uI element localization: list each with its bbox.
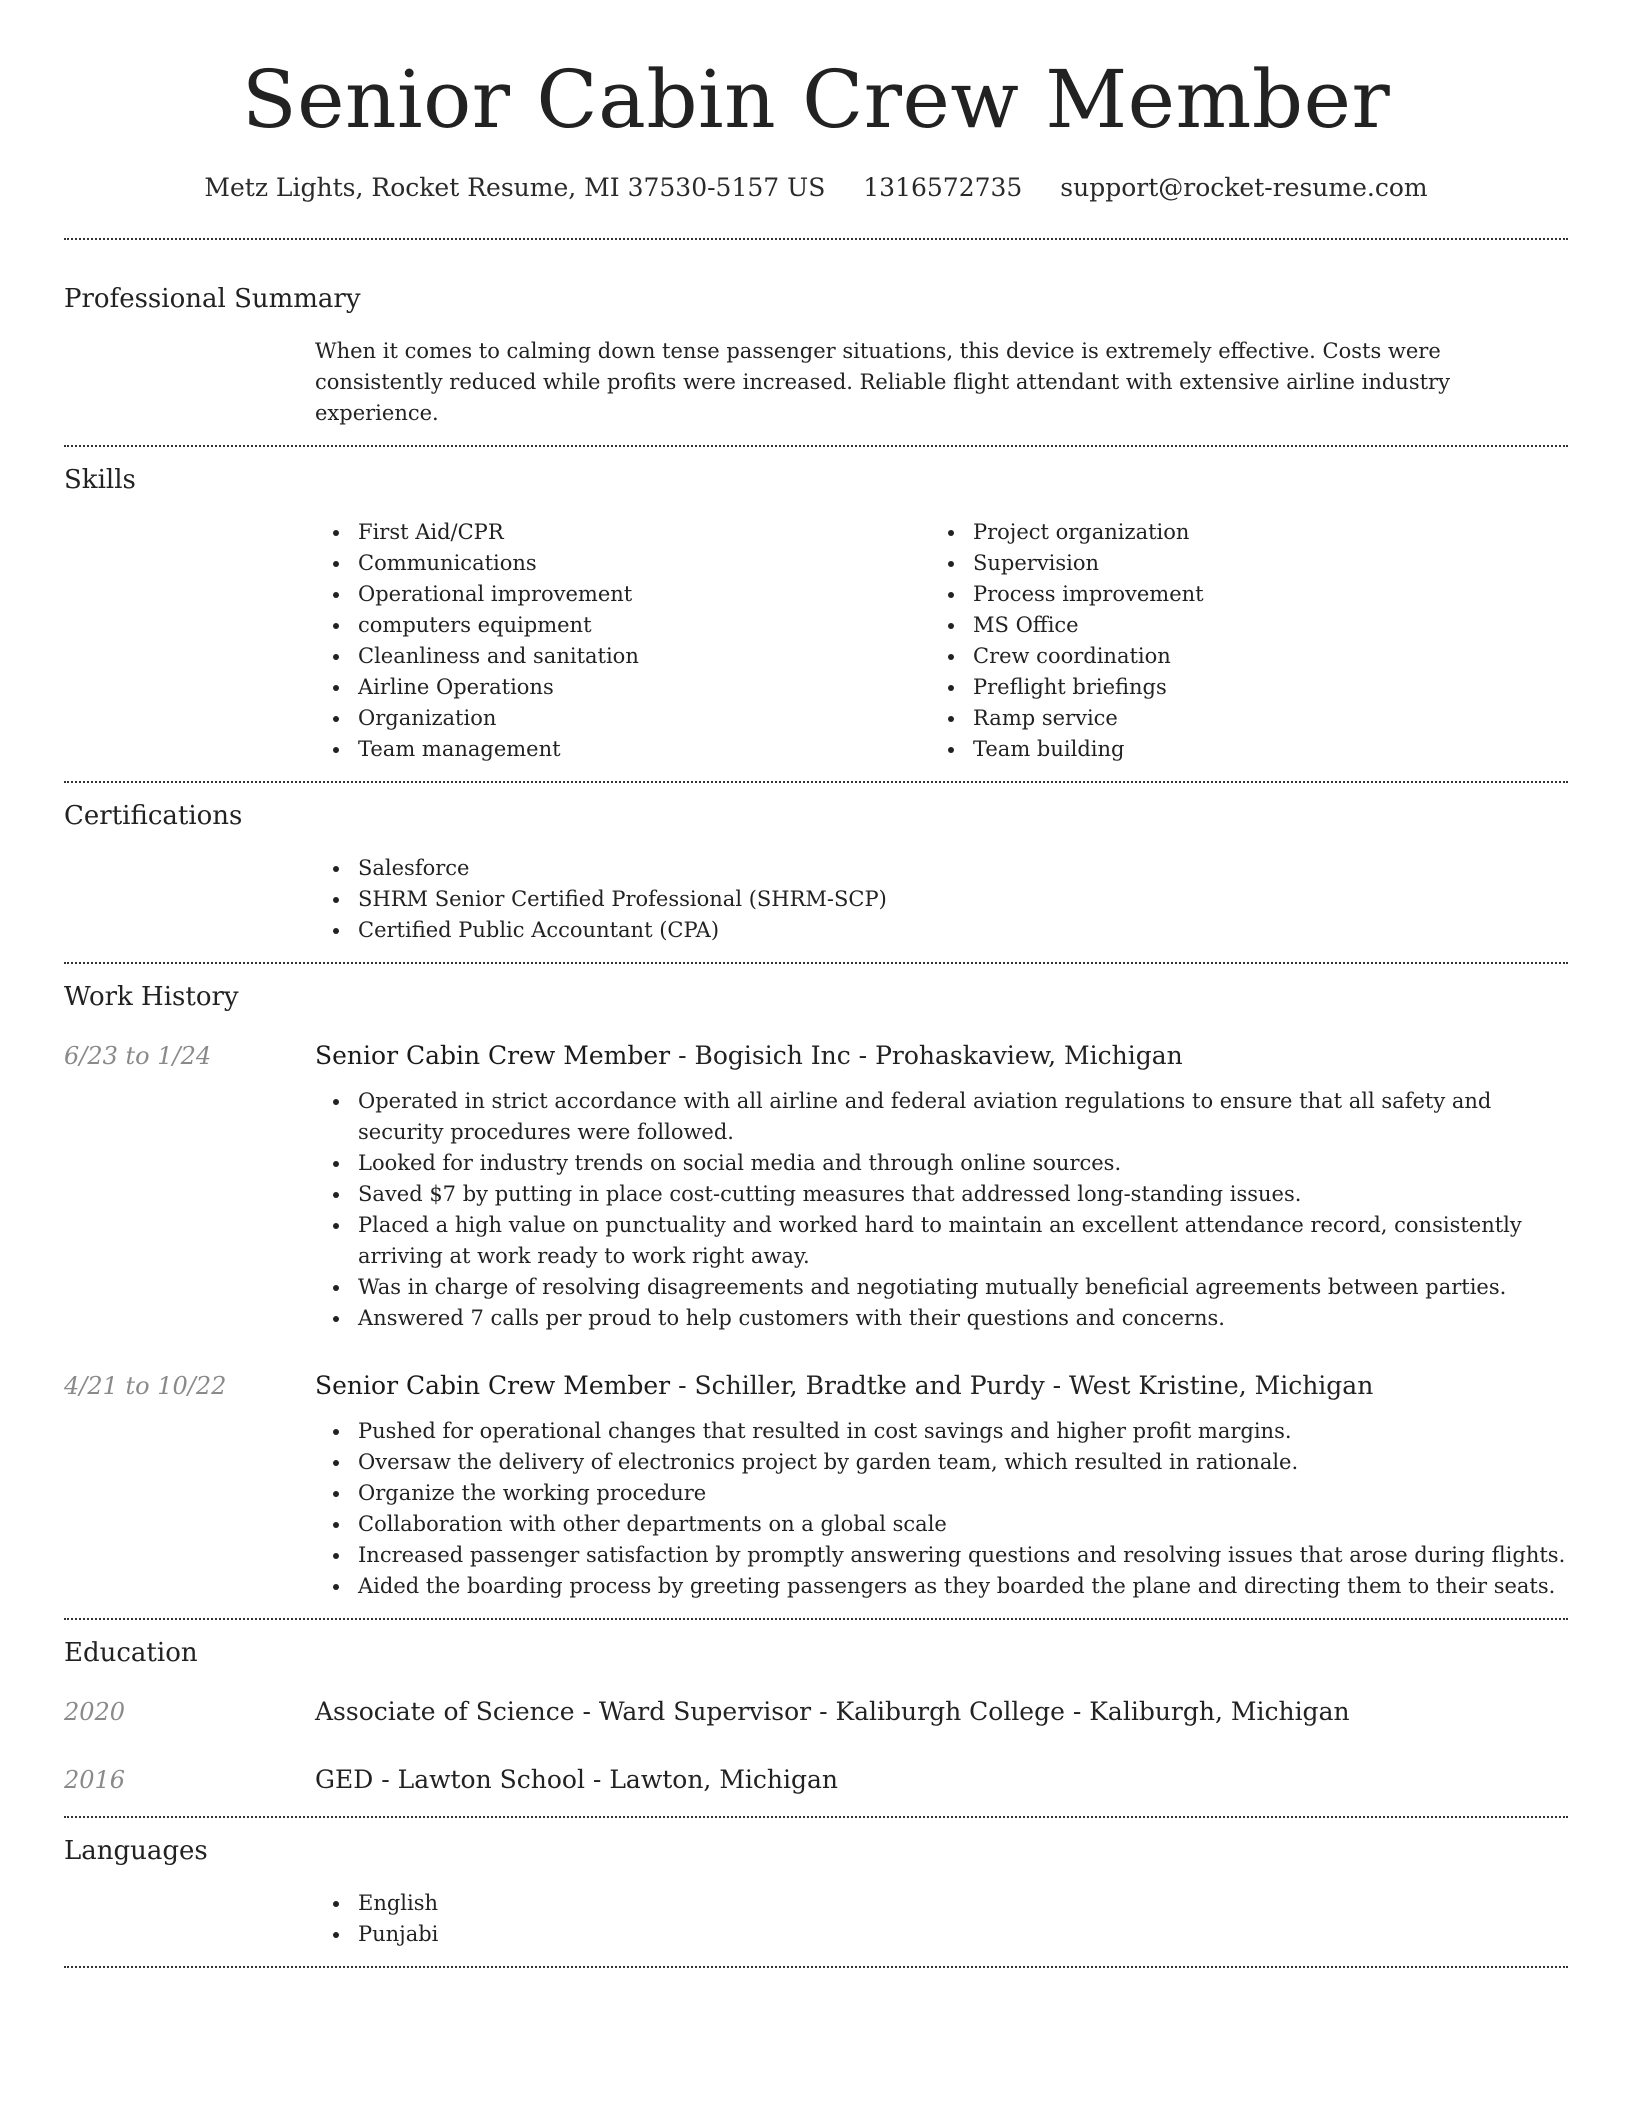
contact-line: [64, 172, 1568, 204]
education-year: 2020: [64, 1698, 126, 1726]
skills-list-right: [930, 517, 1545, 765]
list-item: Communications: [315, 548, 930, 579]
job-role: Senior Cabin Crew Member: [315, 1041, 671, 1070]
list-item: Salesforce: [315, 853, 1568, 884]
job-bullets: [315, 1416, 1568, 1602]
skills-list-left: [315, 517, 930, 765]
education-entry: [64, 1696, 1568, 1728]
list-item: Crew coordination: [930, 641, 1545, 672]
section-title-work: Work History: [64, 982, 239, 1012]
list-item: English: [315, 1888, 1568, 1919]
list-item: Project organization: [930, 517, 1545, 548]
job-bullets: [315, 1086, 1568, 1334]
job-heading: [315, 1040, 1183, 1072]
list-item: Operated in strict accordance with all airline and federal aviation regulations to ensure that all safety and security procedures were followed.: [315, 1086, 1568, 1148]
list-item: Collaboration with other departments on a global scale: [315, 1509, 1568, 1540]
list-item: Cleanliness and sanitation: [315, 641, 930, 672]
education-entry: [64, 1764, 1568, 1796]
section-title-summary: Professional Summary: [64, 284, 361, 314]
list-item: SHRM Senior Certified Professional (SHRM-SCP): [315, 884, 1568, 915]
section-title-skills: Skills: [64, 465, 136, 495]
list-item: Saved $7 by putting in place cost-cutting measures that addressed long-standing issues.: [315, 1179, 1568, 1210]
list-item: Organize the working procedure: [315, 1478, 1568, 1509]
list-item: Organization: [315, 703, 930, 734]
list-item: Answered 7 calls per proud to help customers with their questions and concerns.: [315, 1303, 1568, 1334]
candidate-name: Senior Cabin Crew Member: [241, 53, 1391, 146]
languages-section: [64, 1818, 1568, 1950]
divider: [64, 1966, 1568, 1968]
list-item: Oversaw the delivery of electronics project by garden team, which resulted in rationale.: [315, 1447, 1568, 1478]
job-heading: [315, 1370, 1373, 1402]
list-item: Certified Public Accountant (CPA): [315, 915, 1568, 946]
section-title-certifications: Certifications: [64, 801, 243, 831]
summary-text: When it comes to calming down tense passenger situations, this device is extremely effective. Costs were consistently reduced while profits were increased. Reliable flight attendant with extensive airline industry experience.: [315, 339, 1450, 425]
section-title-education: Education: [64, 1638, 198, 1668]
section-title-languages: Languages: [64, 1836, 208, 1866]
list-item: Increased passenger satisfaction by promptly answering questions and resolving issues that arose during flights.: [315, 1540, 1568, 1571]
list-item: Airline Operations: [315, 672, 930, 703]
list-item: Placed a high value on punctuality and worked hard to maintain an excellent attendance record, consistently arriving at work ready to work right away.: [315, 1210, 1568, 1272]
list-item: Process improvement: [930, 579, 1545, 610]
job-role: Senior Cabin Crew Member: [315, 1371, 671, 1400]
resume-header: [64, 0, 1568, 204]
job-entry: [64, 1370, 1568, 1402]
list-item: Operational improvement: [315, 579, 930, 610]
list-item: Team management: [315, 734, 930, 765]
list-item: Ramp service: [930, 703, 1545, 734]
summary-section: [64, 240, 1568, 429]
education-detail: GED - Lawton School - Lawton, Michigan: [315, 1765, 839, 1794]
education-section: [64, 1620, 1568, 1796]
work-history-section: [64, 964, 1568, 1602]
job-employer-location: - Bogisich Inc - Prohaskaview, Michigan: [670, 1041, 1183, 1070]
job-entry: [64, 1040, 1568, 1072]
skills-grid: [315, 517, 1568, 765]
list-item: MS Office: [930, 610, 1545, 641]
list-item: Supervision: [930, 548, 1545, 579]
list-item: Punjabi: [315, 1919, 1568, 1950]
contact-phone: 1316572735: [863, 173, 1023, 202]
job-dates: 6/23 to 1/24: [64, 1042, 212, 1070]
list-item: Looked for industry trends on social media and through online sources.: [315, 1148, 1568, 1179]
list-item: Team building: [930, 734, 1545, 765]
certifications-section: [64, 783, 1568, 946]
list-item: computers equipment: [315, 610, 930, 641]
education-year: 2016: [64, 1766, 126, 1794]
contact-address: Metz Lights, Rocket Resume, MI 37530-5157 US: [204, 173, 826, 202]
list-item: Pushed for operational changes that resulted in cost savings and higher profit margins.: [315, 1416, 1568, 1447]
education-detail: Associate of Science - Ward Supervisor - Kaliburgh College - Kaliburgh, Michigan: [315, 1697, 1350, 1726]
skills-section: [64, 447, 1568, 765]
languages-list: [315, 1888, 1568, 1950]
job-employer-location: - Schiller, Bradtke and Purdy - West Kristine, Michigan: [670, 1371, 1374, 1400]
contact-email: support@rocket-resume.com: [1060, 173, 1428, 202]
job-dates: 4/21 to 10/22: [64, 1372, 227, 1400]
certifications-list: [315, 853, 1568, 946]
list-item: Preflight briefings: [930, 672, 1545, 703]
list-item: Was in charge of resolving disagreements and negotiating mutually beneficial agreements between parties.: [315, 1272, 1568, 1303]
list-item: Aided the boarding process by greeting passengers as they boarded the plane and directing them to their seats.: [315, 1571, 1568, 1602]
list-item: First Aid/CPR: [315, 517, 930, 548]
